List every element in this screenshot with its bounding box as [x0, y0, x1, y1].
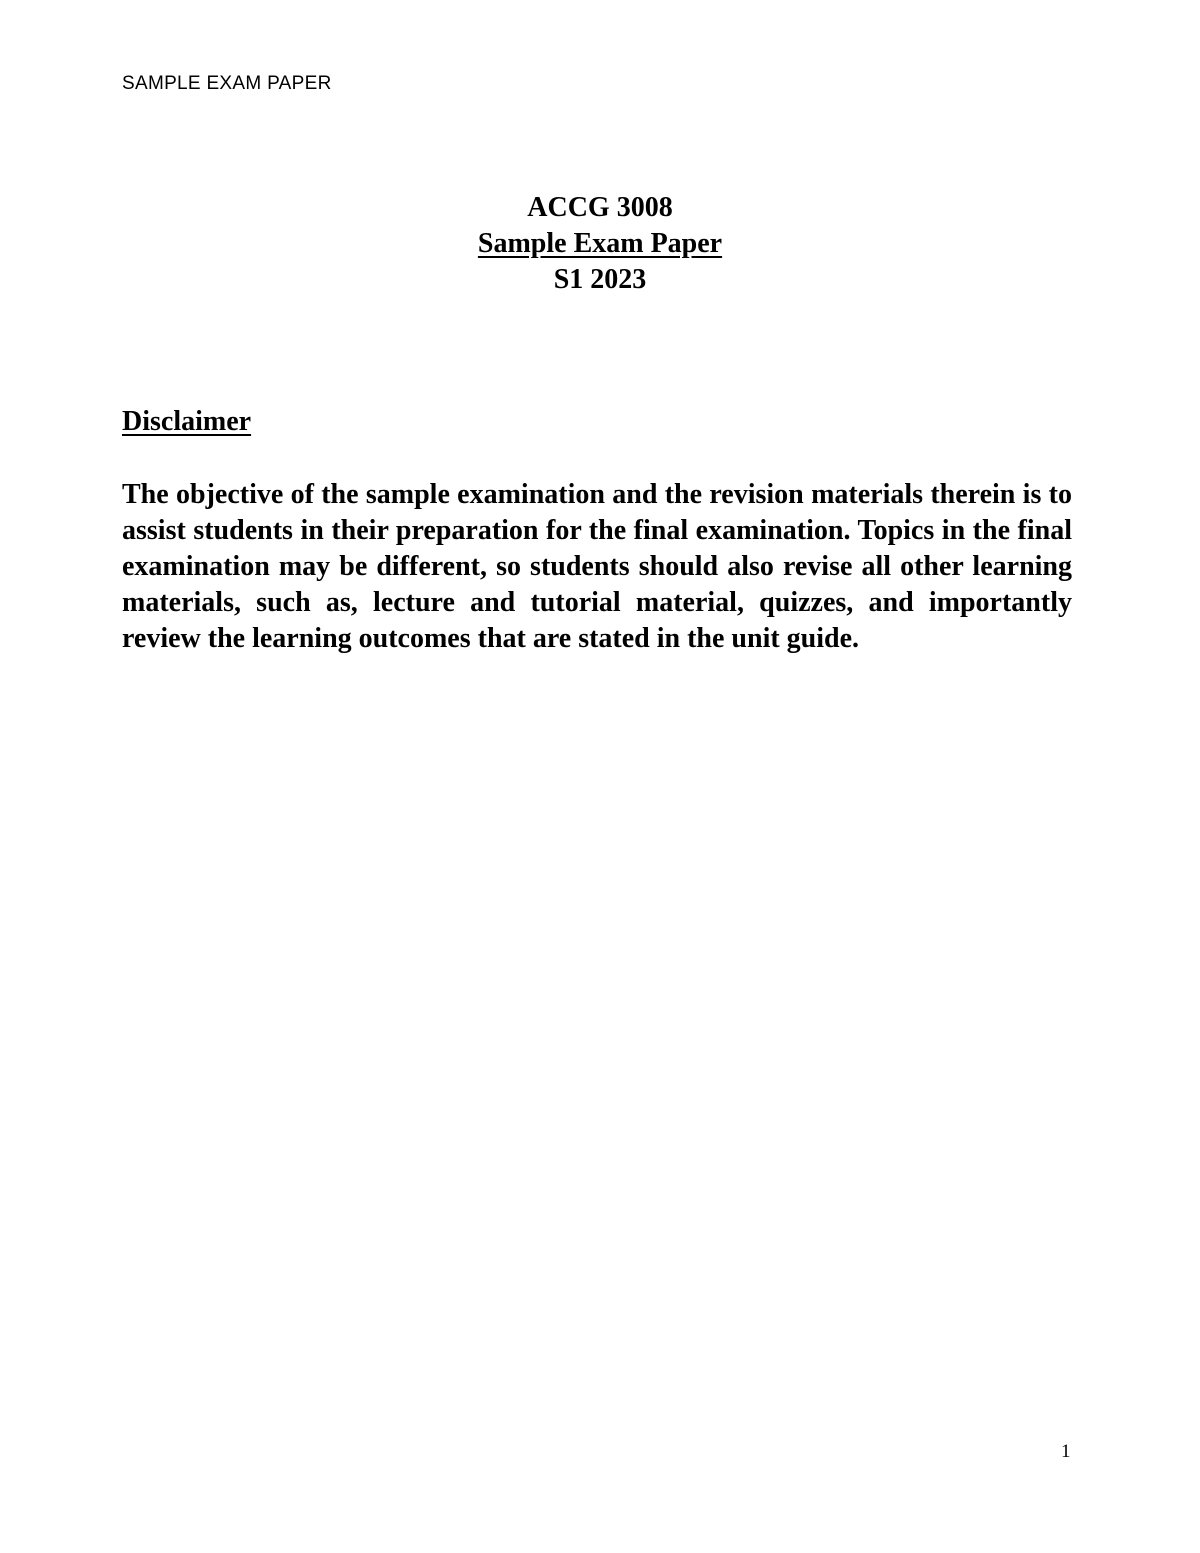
course-code: ACCG 3008: [527, 192, 673, 223]
paper-subtitle: Sample Exam Paper: [477, 228, 723, 259]
disclaimer-heading: Disclaimer: [122, 406, 252, 437]
page-number: 1: [1061, 1441, 1071, 1462]
title-block: [0, 190, 1200, 298]
disclaimer-body: The objective of the sample examination and the revision materials therein is to assist students in their preparation for the final examination. Topics in the final examination may be different, so students should also revise all other learning materials, such as, lecture and tutorial material, quizzes, and importantly review the learning outcomes that are stated in the unit guide.: [122, 479, 1072, 654]
semester-label: S1 2023: [553, 264, 647, 295]
running-header: SAMPLE EXAM PAPER: [122, 73, 332, 94]
